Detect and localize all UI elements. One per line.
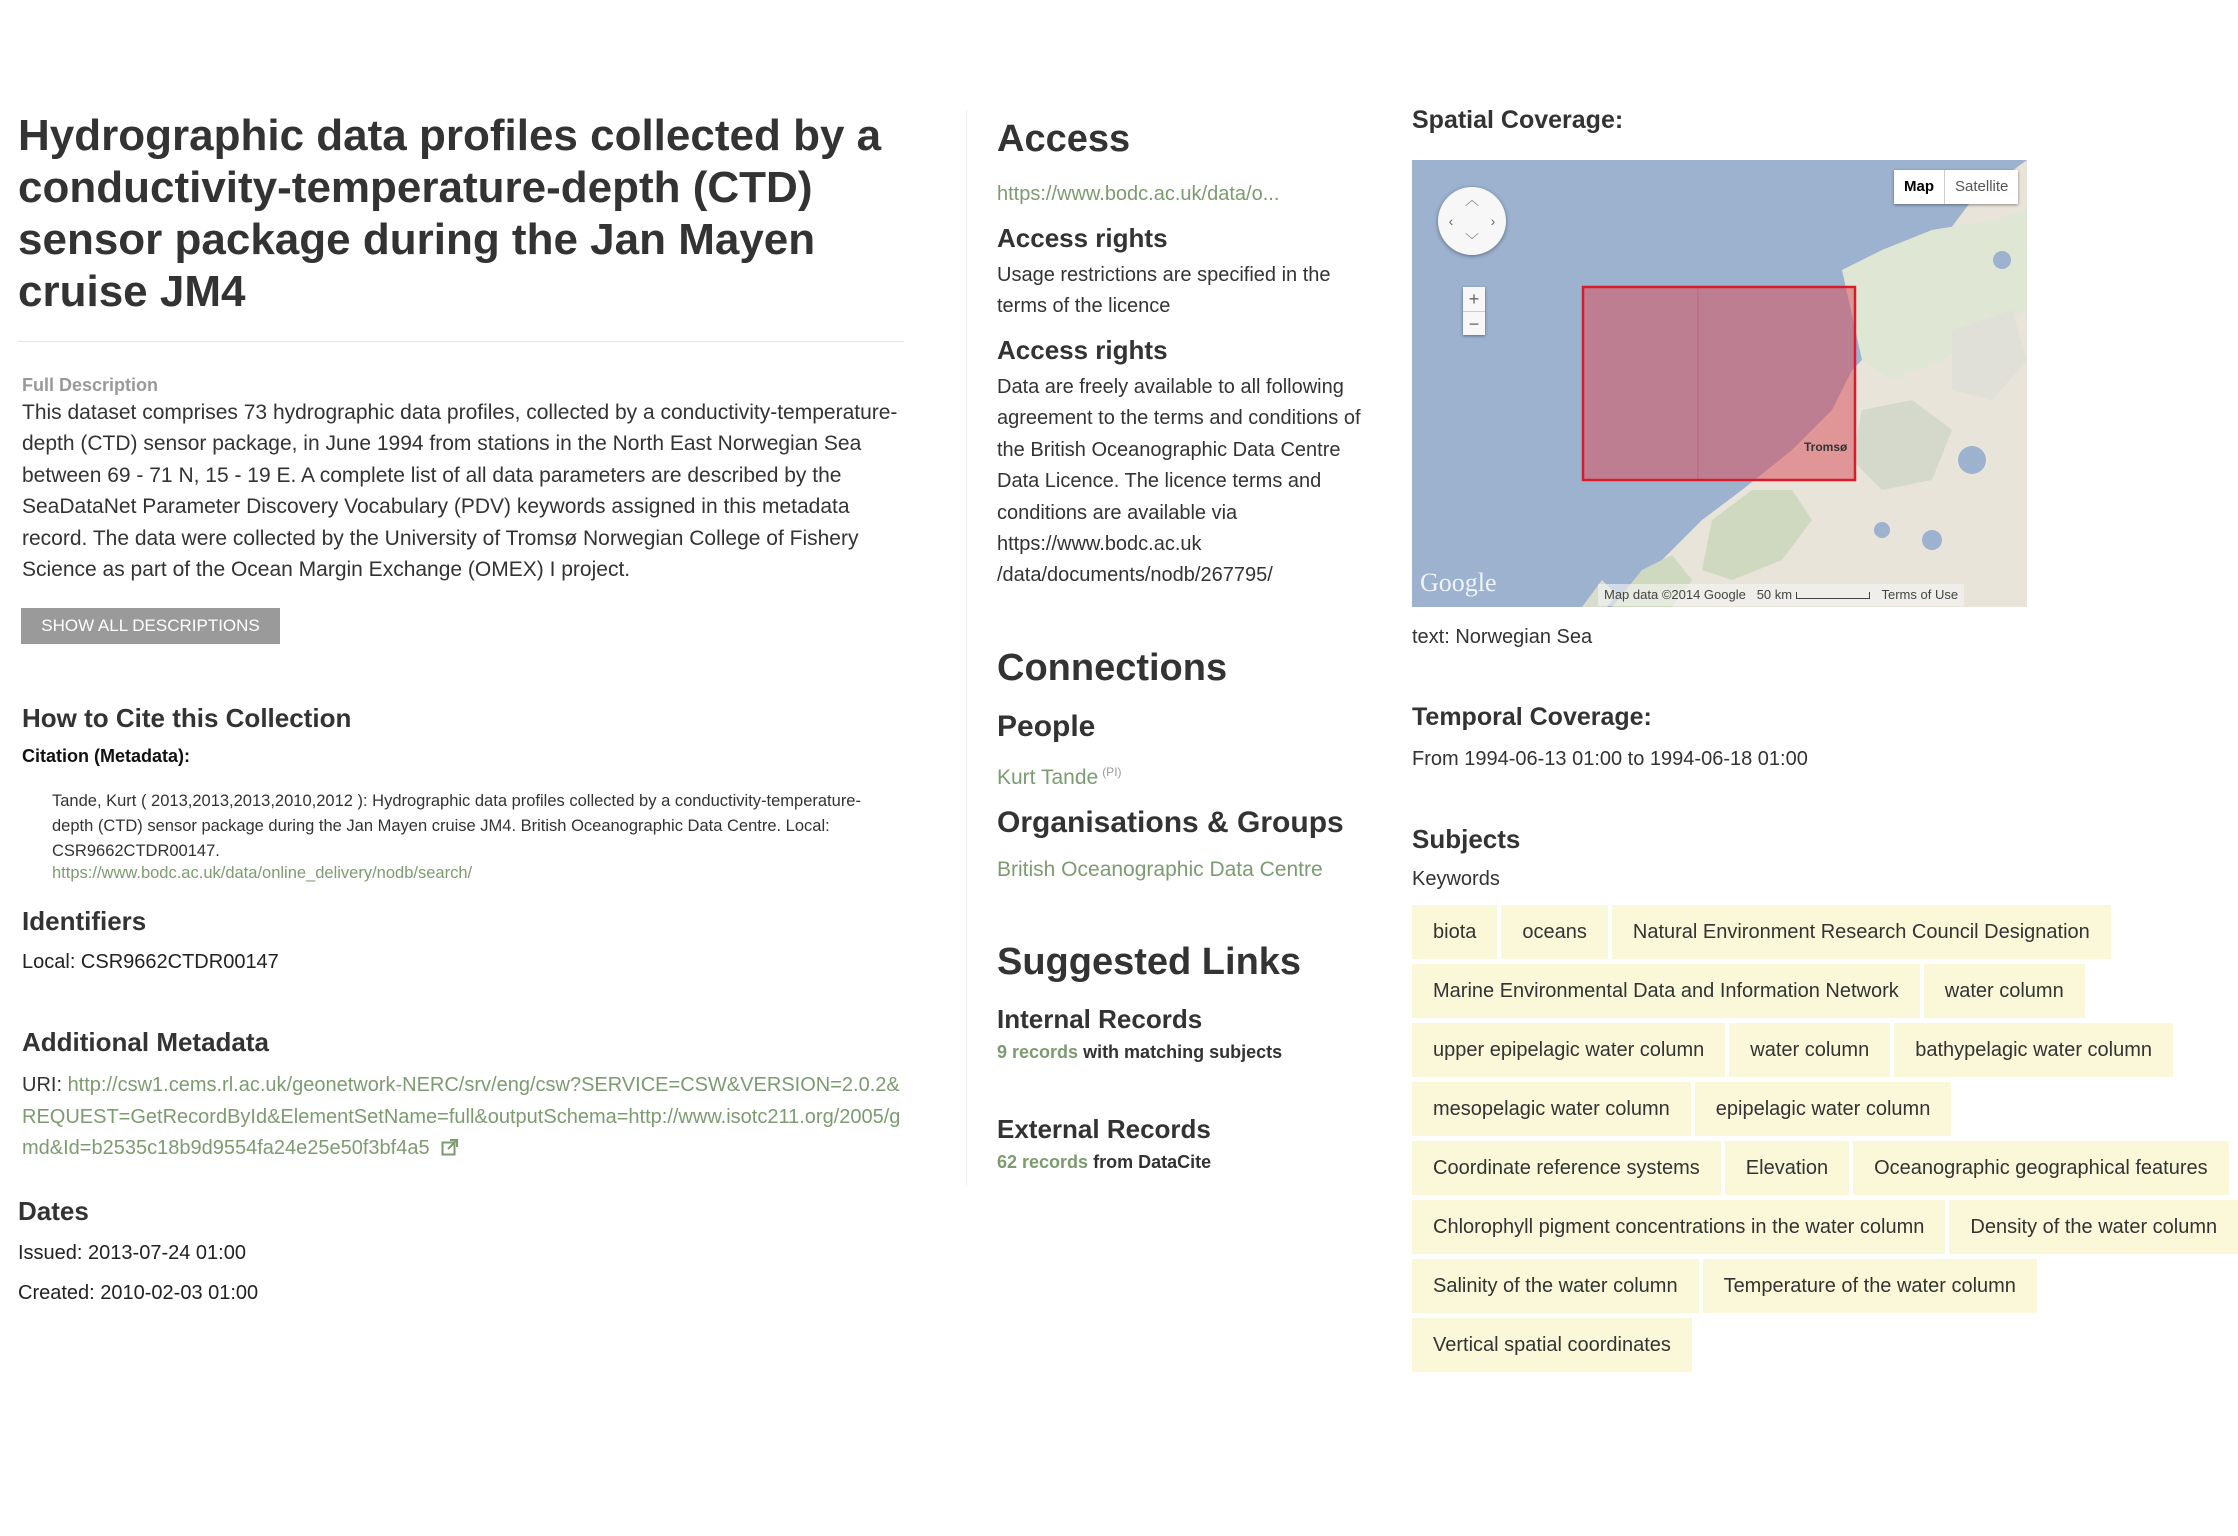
show-all-descriptions-button[interactable]: SHOW ALL DESCRIPTIONS (21, 608, 280, 644)
people-heading: People (997, 710, 1096, 743)
place-label: Tromsø (1804, 440, 1848, 454)
internal-records-suffix: with matching subjects (1083, 1042, 1283, 1062)
keyword-row (1412, 1023, 2153, 1077)
access-rights-heading-2: Access rights (997, 335, 1168, 365)
temporal-coverage-value: From 1994-06-13 01:00 to 1994-06-18 01:00 (1412, 748, 1808, 770)
keyword-tag[interactable]: Natural Environment Research Council Designation (1612, 905, 2111, 959)
zoom-out-button[interactable]: − (1468, 314, 1480, 334)
external-link-icon[interactable] (441, 1135, 459, 1167)
access-url-link[interactable]: https://www.bodc.ac.uk/data/o... (997, 183, 1280, 205)
keyword-tag[interactable]: Salinity of the water column (1412, 1259, 1699, 1313)
created-date: Created: 2010-02-03 01:00 (18, 1282, 259, 1304)
keyword-tag[interactable]: Density of the water column (1949, 1200, 2238, 1254)
organisation-link[interactable]: British Oceanographic Data Centre (997, 858, 1323, 881)
pan-down-icon[interactable]: ﹀ (1465, 232, 1479, 248)
pan-up-icon[interactable]: ︿ (1465, 192, 1479, 208)
person-link[interactable]: Kurt Tande (997, 766, 1099, 789)
keyword-tag[interactable]: Vertical spatial coordinates (1412, 1318, 1692, 1372)
keyword-tag[interactable]: Coordinate reference systems (1412, 1141, 1721, 1195)
keyword-row (1412, 1259, 2052, 1313)
keyword-tag[interactable]: Oceanographic geographical features (1853, 1141, 2229, 1195)
zoom-control (1463, 287, 1485, 335)
keyword-row (1412, 964, 2064, 1018)
external-records-heading: External Records (997, 1114, 1211, 1144)
map-attribution (1598, 584, 1964, 606)
external-records-suffix: from DataCite (1093, 1152, 1212, 1172)
connections-heading: Connections (997, 647, 1228, 689)
keyword-row (1412, 1200, 2218, 1254)
google-logo: Google (1420, 568, 1497, 597)
zoom-in-button[interactable]: + (1463, 287, 1485, 312)
coverage-map[interactable] (1412, 160, 2027, 607)
map-type-map-button[interactable]: Map (1894, 170, 1945, 204)
external-records-count-link[interactable]: 62 records (997, 1152, 1089, 1172)
spatial-coverage-heading: Spatial Coverage: (1412, 106, 1624, 134)
keyword-tag[interactable]: biota (1412, 905, 1497, 959)
keywords-label: Keywords (1412, 868, 1500, 890)
keyword-list (1412, 905, 2218, 1375)
map-scale-label: 50 km (1756, 587, 1793, 602)
keyword-row (1412, 1141, 2208, 1195)
keyword-tag[interactable]: water column (1924, 964, 2085, 1018)
map-type-control (1894, 170, 2018, 204)
identifiers-heading: Identifiers (22, 906, 147, 936)
citation-url-link[interactable]: https://www.bodc.ac.uk/data/online_delivery/nodb/search/ (52, 864, 473, 882)
citation-text: Tande, Kurt ( 2013,2013,2013,2010,2012 ): Hydrographic data profiles collected by a conductivity-temperature-depth (CTD) sensor package during the Jan Mayen cruise JM4. British Oceanographic Data Centre. Local: CSR9662CTDR00147. (52, 792, 861, 860)
map-data-credit: Map data ©2014 Google (1604, 587, 1746, 602)
scale-bar (1796, 592, 1870, 599)
external-records-line (997, 1152, 1211, 1173)
full-description-label: Full Description (22, 375, 159, 395)
dates-heading: Dates (18, 1196, 89, 1226)
access-rights-text: Usage restrictions are specified in the terms of the licence (997, 264, 1331, 318)
issued-date: Issued: 2013-07-24 01:00 (18, 1242, 246, 1264)
internal-records-heading: Internal Records (997, 1004, 1203, 1034)
citation-metadata-label: Citation (Metadata): (22, 746, 190, 766)
access-rights-heading: Access rights (997, 223, 1168, 253)
identifier-local: Local: CSR9662CTDR00147 (22, 951, 279, 973)
access-rights-text-2: Data are freely available to all following agreement to the terms and conditions of the British Oceanographic Data Centre Data Licence. The licence terms and conditions are available via https://www.bodc.ac.uk /data/documents/nodb/267795/ (997, 376, 1361, 587)
person-entry (997, 765, 1122, 790)
page-title: Hydrographic data profiles collected by a conductivity-temperature-depth (CTD) sensor package during the Jan Mayen cruise JM4 (18, 111, 882, 316)
keyword-row (1412, 905, 2090, 959)
organisations-heading: Organisations & Groups (997, 806, 1344, 839)
person-role: (PI) (1102, 765, 1122, 779)
internal-records-count-link[interactable]: 9 records (997, 1042, 1079, 1062)
map-terms-link[interactable]: Terms of Use (1881, 587, 1959, 602)
subjects-heading: Subjects (1412, 824, 1521, 854)
keyword-tag[interactable]: Elevation (1725, 1141, 1849, 1195)
internal-records-line (997, 1042, 1282, 1063)
spatial-text: text: Norwegian Sea (1412, 626, 1593, 648)
suggested-links-heading: Suggested Links (997, 941, 1302, 983)
keyword-row (1412, 1082, 2052, 1136)
keyword-tag[interactable]: upper epipelagic water column (1412, 1023, 1725, 1077)
uri-block (22, 1070, 902, 1167)
keyword-tag[interactable]: Marine Environmental Data and Information Network (1412, 964, 1920, 1018)
metadata-uri-link[interactable]: http://csw1.cems.rl.ac.uk/geonetwork-NERC/srv/eng/csw?SERVICE=CSW&VERSION=2.0.2&REQUEST=GetRecordById&ElementSetName=full&outputSchema=http://www.isotc211.org/2005/gmd&Id=b2535c18b9d9554fa24e25e50f3bf4a5 (22, 1074, 901, 1160)
pan-control[interactable] (1438, 187, 1506, 255)
pan-left-icon[interactable]: ‹ (1448, 213, 1454, 229)
keyword-row (1412, 1318, 2052, 1372)
additional-metadata-heading: Additional Metadata (22, 1027, 270, 1057)
full-description-text: This dataset comprises 73 hydrographic data profiles, collected by a conductivity-temperature-depth (CTD) sensor package, in June 1994 from stations in the North East Norwegian Sea between 69 - 71 N, 15 - 19 E. A complete list of all data parameters are described by the SeaDataNet Parameter Discovery Vocabulary (PDV) keywords assigned in this metadata record. The data were collected by the University of Tromsø Norwegian College of Fishery Science as part of the Ocean Margin Exchange (OMEX) I project. (22, 401, 898, 582)
access-heading: Access (997, 118, 1131, 160)
cite-heading: How to Cite this Collection (22, 703, 352, 733)
keyword-tag[interactable]: mesopelagic water column (1412, 1082, 1691, 1136)
uri-label: URI: (22, 1074, 62, 1096)
keyword-tag[interactable]: water column (1729, 1023, 1890, 1077)
keyword-tag[interactable]: oceans (1501, 905, 1608, 959)
keyword-tag[interactable]: Chlorophyll pigment concentrations in the water column (1412, 1200, 1945, 1254)
keyword-tag[interactable]: epipelagic water column (1695, 1082, 1952, 1136)
temporal-coverage-heading: Temporal Coverage: (1412, 703, 1652, 731)
title-divider (18, 341, 904, 342)
keyword-tag[interactable]: Temperature of the water column (1703, 1259, 2037, 1313)
column-divider (966, 110, 967, 1185)
keyword-tag[interactable]: bathypelagic water column (1894, 1023, 2173, 1077)
pan-right-icon[interactable]: › (1490, 213, 1496, 229)
map-type-satellite-button[interactable]: Satellite (1955, 178, 2009, 195)
